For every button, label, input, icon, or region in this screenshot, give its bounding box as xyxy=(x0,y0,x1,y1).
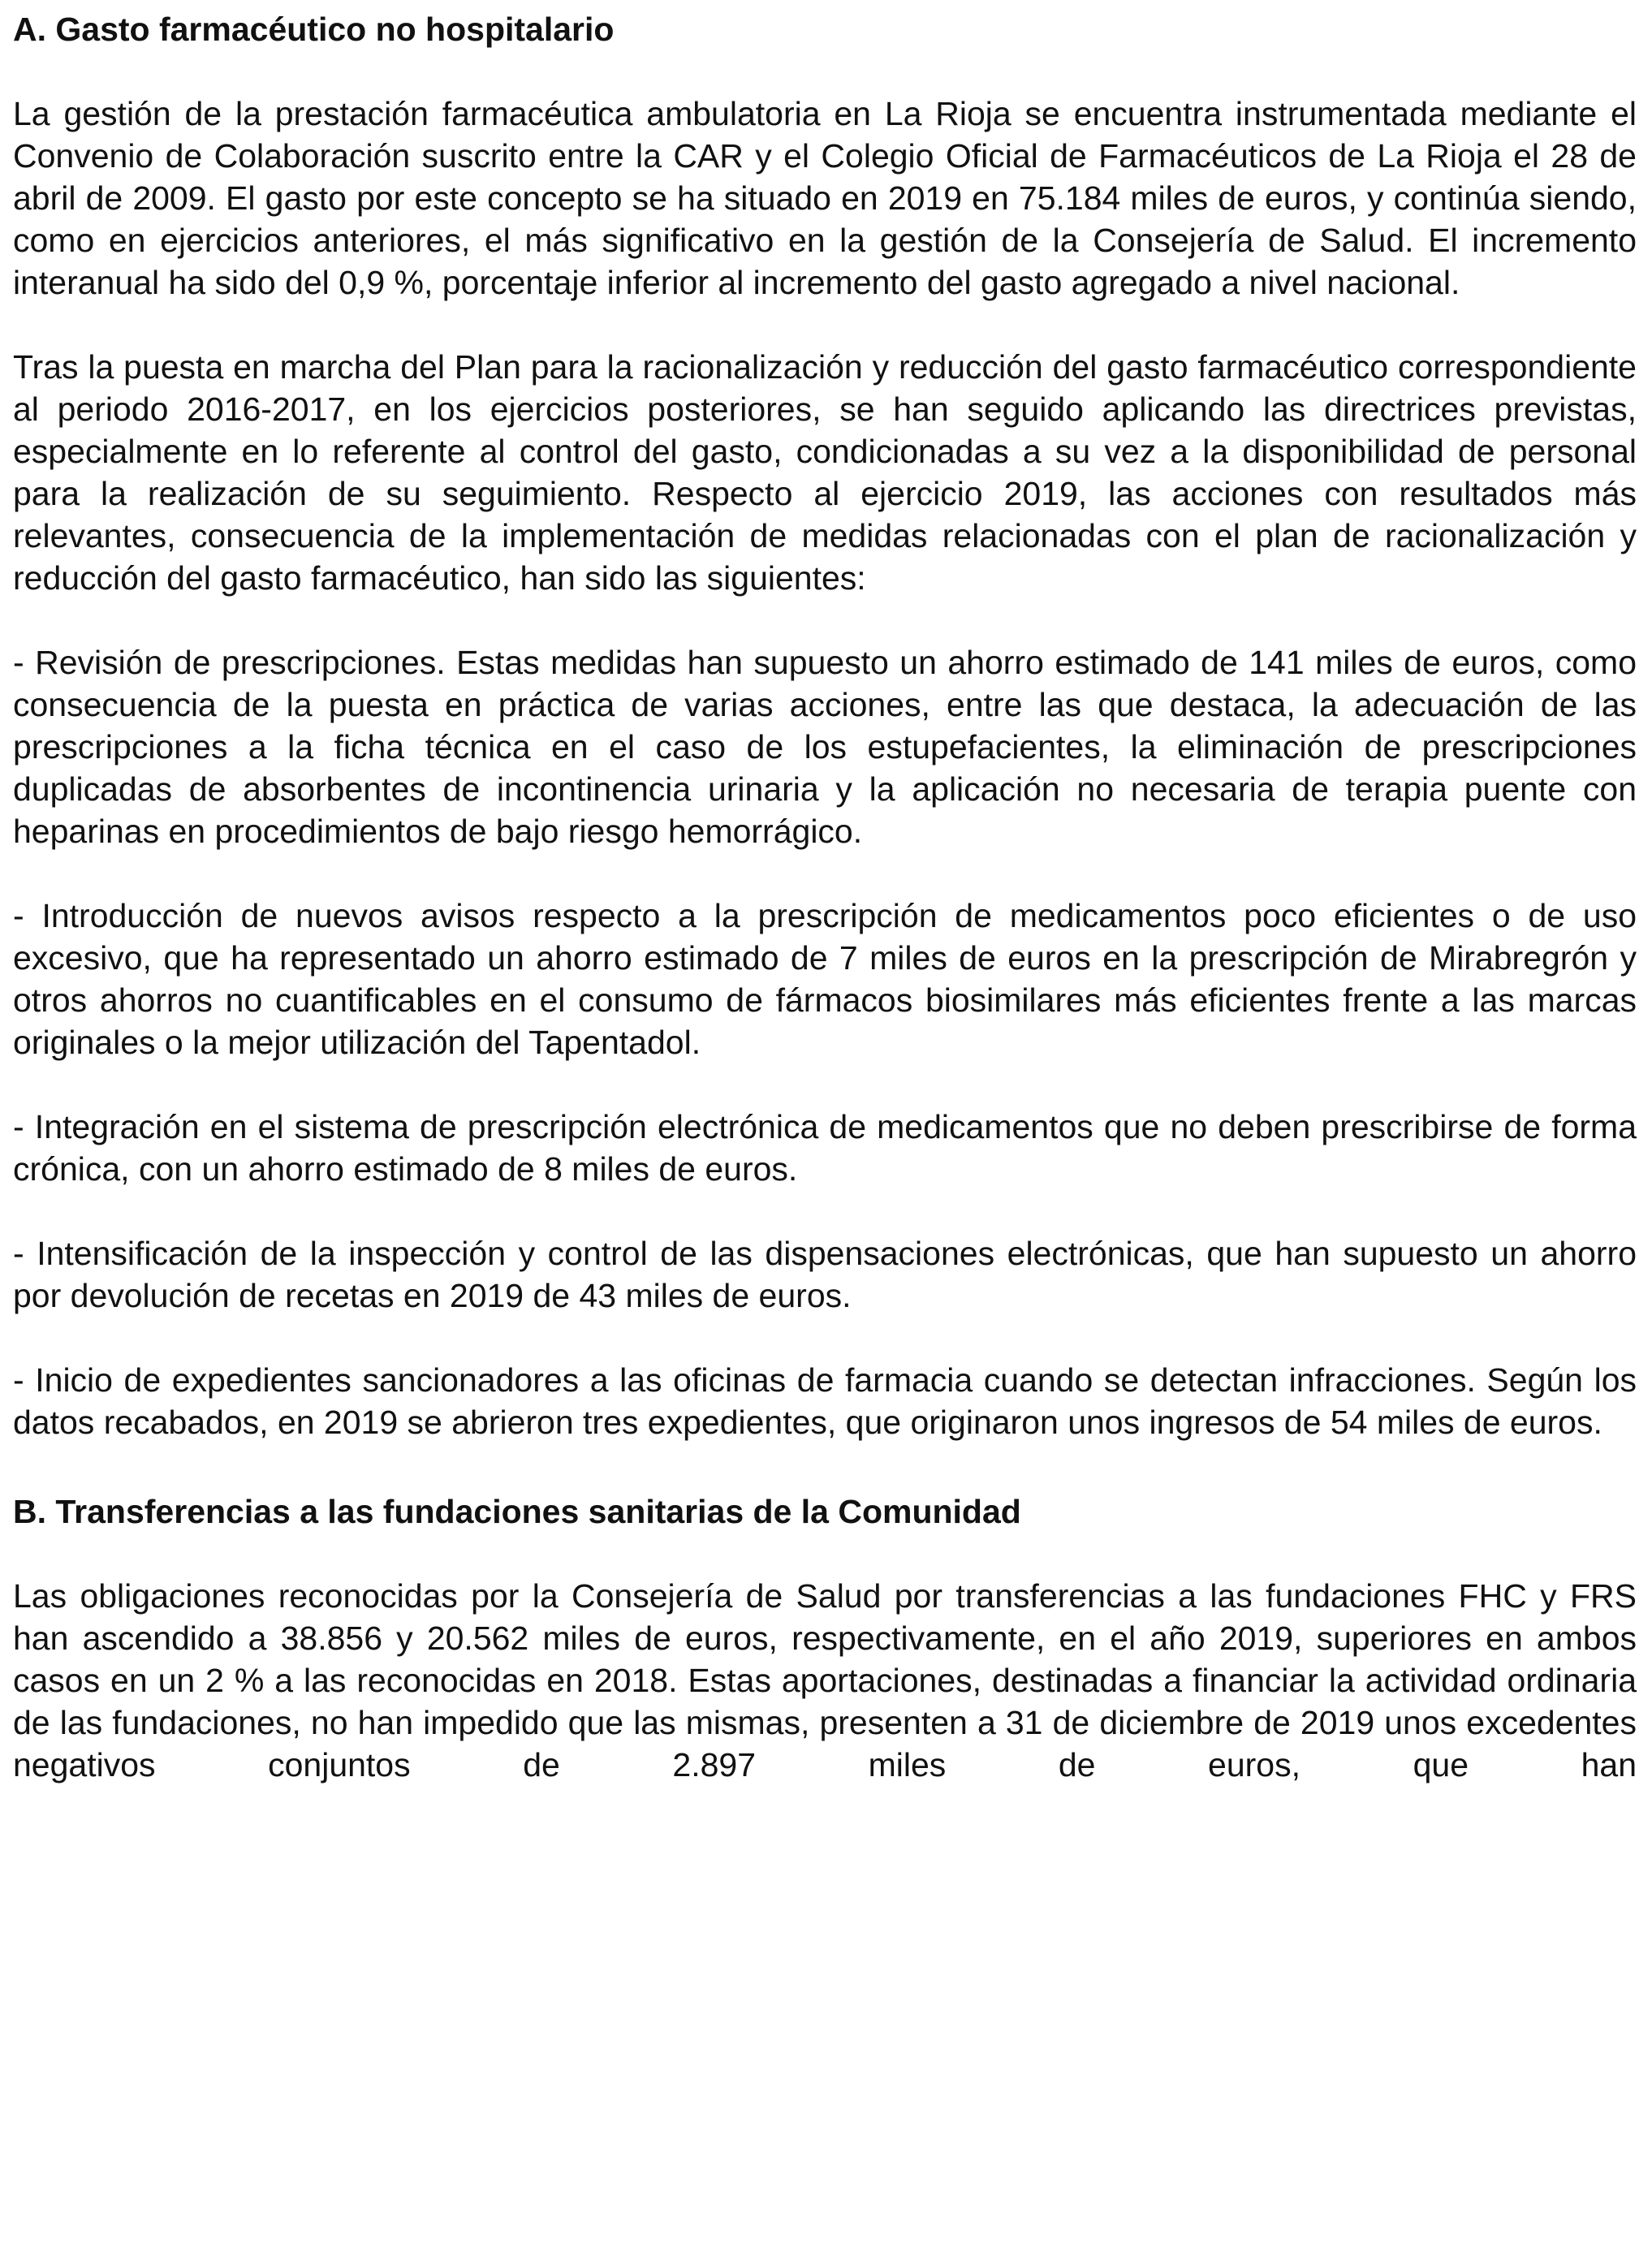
section-b-paragraph-1: Las obligaciones reconocidas por la Consejería de Salud por transferencias a las fundaciones FHC y FRS han ascendido a 38.856 y 20.562 miles de euros, respectivamente, en el año 2019, superiores en ambos casos en un 2 % a las reconocidas en 2018. Estas aportaciones, destinadas a financiar la actividad ordinaria de las fundaciones, no han impedido que las mismas, presenten a 31 de diciembre de 2019 unos excedentes negativos conjuntos de 2.897 miles de euros, que han xyxy=(13,1577,1637,1783)
list-item-revision-prescripciones: - Revisión de prescripciones. Estas medidas han supuesto un ahorro estimado de 141 miles de euros, como consecuencia de la puesta en práctica de varias acciones, entre las que destaca, la adecuación de las prescripciones a la ficha técnica en el caso de los estupefacientes, la eliminación de prescripciones duplicadas de absorbentes de incontinencia urinaria y la aplicación no necesaria de terapia puente con heparinas en procedimientos de bajo riesgo hemorrágico. xyxy=(13,644,1637,850)
list-item-nuevos-avisos: - Introducción de nuevos avisos respecto a la prescripción de medicamentos poco eficientes o de uso excesivo, que ha representado un ahorro estimado de 7 miles de euros en la prescripción de Mirabregrón y otros ahorros no cuantificables en el consumo de fármacos biosimilares más eficientes frente a las marcas originales o la mejor utilización del Tapentadol. xyxy=(13,897,1637,1061)
section-a-paragraph-1: La gestión de la prestación farmacéutica ambulatoria en La Rioja se encuentra instrumentada mediante el Convenio de Colaboración suscrito entre la CAR y el Colegio Oficial de Farmacéuticos de La Rioja el 28 de abril de 2009. El gasto por este concepto se ha situado en 2019 en 75.184 miles de euros, y continúa siendo, como en ejercicios anteriores, el más significativo en la gestión de la Consejería de Salud. El incremento interanual ha sido del 0,9 %, porcentaje inferior al incremento del gasto agregado a nivel nacional. xyxy=(13,95,1637,301)
list-item-expedientes-sancionadores: - Inicio de expedientes sancionadores a las oficinas de farmacia cuando se detectan infracciones. Según los datos recabados, en 2019 se abrieron tres expedientes, que originaron unos ingresos de 54 miles de euros. xyxy=(13,1361,1637,1441)
section-a-heading: A. Gasto farmacéutico no hospitalario xyxy=(13,11,615,48)
section-b-heading: B. Transferencias a las fundaciones sanitarias de la Comunidad xyxy=(13,1493,1021,1530)
list-item-intensificacion-inspeccion: - Intensificación de la inspección y control de las dispensaciones electrónicas, que han supuesto un ahorro por devolución de recetas en 2019 de 43 miles de euros. xyxy=(13,1235,1637,1314)
document-page xyxy=(13,8,1637,1786)
section-a-paragraph-2: Tras la puesta en marcha del Plan para la racionalización y reducción del gasto farmacéutico correspondiente al periodo 2016-2017, en los ejercicios posteriores, se han seguido aplicando las directrices previstas, especialmente en lo referente al control del gasto, condicionadas a su vez a la disponibilidad de personal para la realización de su seguimiento. Respecto al ejercicio 2019, las acciones con resultados más relevantes, consecuencia de la implementación de medidas relacionadas con el plan de racionalización y reducción del gasto farmacéutico, han sido las siguientes: xyxy=(13,348,1637,597)
list-item-integracion-prescripcion: - Integración en el sistema de prescripción electrónica de medicamentos que no deben prescribirse de forma crónica, con un ahorro estimado de 8 miles de euros. xyxy=(13,1108,1637,1188)
